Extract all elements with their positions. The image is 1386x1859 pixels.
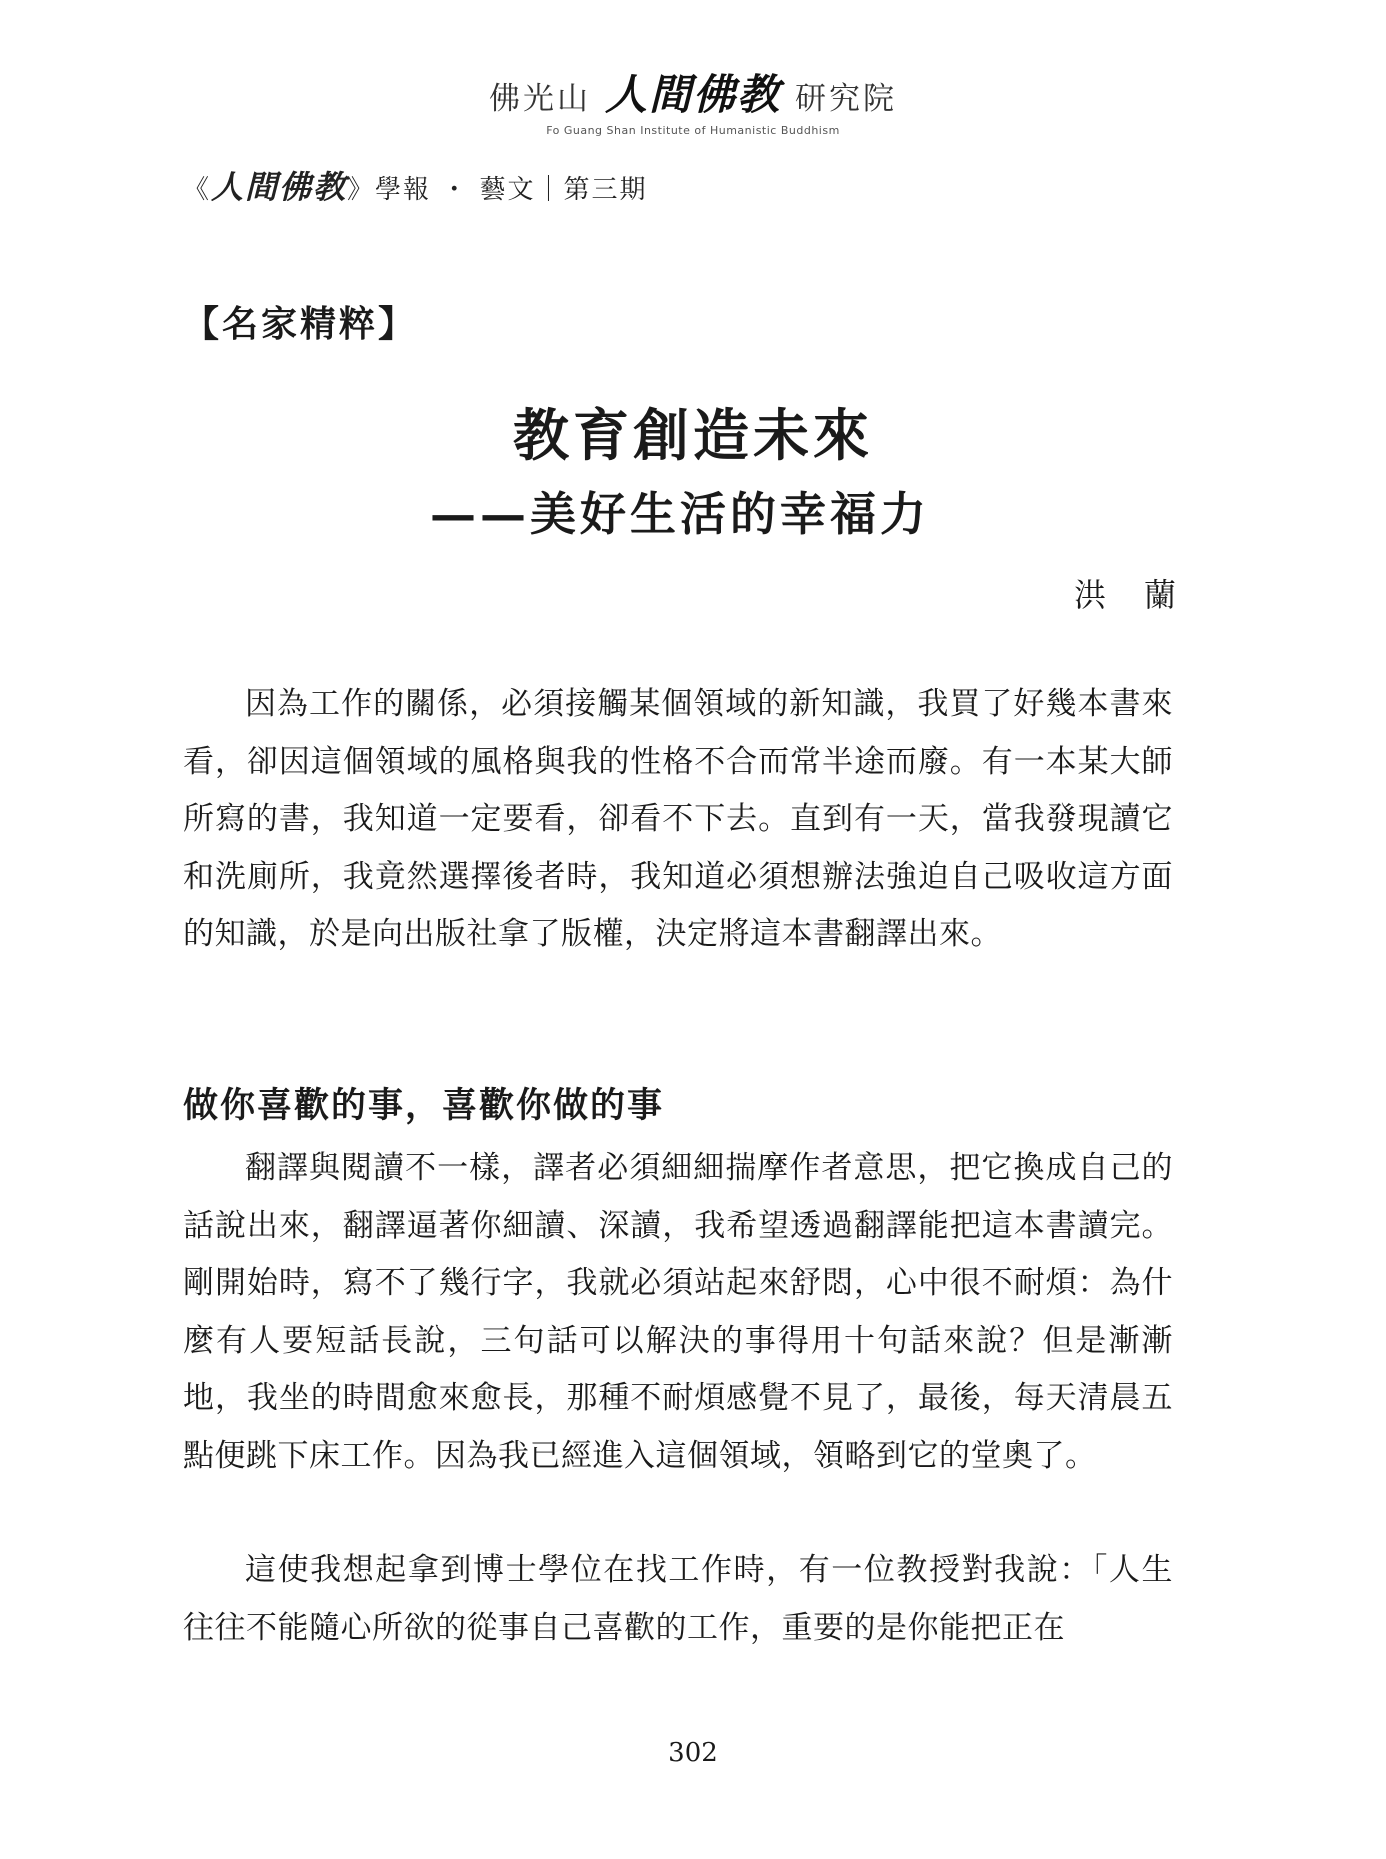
journal-running-head (183, 162, 648, 208)
body-paragraph: 翻譯與閱讀不一樣，譯者必須細細揣摩作者意思，把它換成自己的話說出來，翻譯逼著你細讀、深讀，我希望透過翻譯能把這本書讀完。剛開始時，寫不了幾行字，我就必須站起來舒悶，心中很不耐煩：為什麼有人要短話長說，三句話可以解決的事得用十句話來說？但是漸漸地，我坐的時間愈來愈長，那種不耐煩感覺不見了，最後，每天清晨五點便跳下床工作。因為我已經進入這個領域，領略到它的堂奧了。 (183, 1150, 1173, 1474)
institute-prefix: 佛光山 (488, 81, 591, 117)
institute-header (0, 62, 1386, 137)
institute-suffix: 研究院 (795, 81, 897, 117)
journal-issue: 》學報 ・ 藝文｜第三期 (347, 175, 648, 205)
journal-open-bracket: 《 (183, 175, 212, 205)
article-subtitle: ——美好生活的幸福力 (430, 487, 930, 541)
article-author: 洪蘭 (1073, 576, 1214, 614)
section-tag: 【名家精粹】 (183, 303, 418, 345)
institute-english-name: Fo Guang Shan Institute of Humanistic Buddhism (546, 124, 840, 137)
article-title: 教育創造未來 (513, 403, 873, 469)
institute-logo: 人間佛教 (604, 70, 781, 119)
institute-name (489, 62, 897, 122)
section-heading: 做你喜歡的事，喜歡你做的事 (183, 1085, 665, 1126)
body-paragraph: 因為工作的關係，必須接觸某個領域的新知識，我買了好幾本書來看，卻因這個領域的風格與我的性格不合而常半途而廢。有一本某大師所寫的書，我知道一定要看，卻看不下去。直到有一天，當我發現讀它和洗廁所，我竟然選擇後者時，我知道必須想辦法強迫自己吸收這方面的知識，於是向出版社拿了版權，決定將這本書翻譯出來。 (183, 686, 1173, 952)
page-number: 302 (668, 1738, 718, 1768)
journal-logo: 人間佛教 (211, 168, 348, 206)
body-paragraph: 這使我想起拿到博士學位在找工作時，有一位教授對我說：「人生往往不能隨心所欲的從事自己喜歡的工作，重要的是你能把正在 (183, 1552, 1173, 1646)
